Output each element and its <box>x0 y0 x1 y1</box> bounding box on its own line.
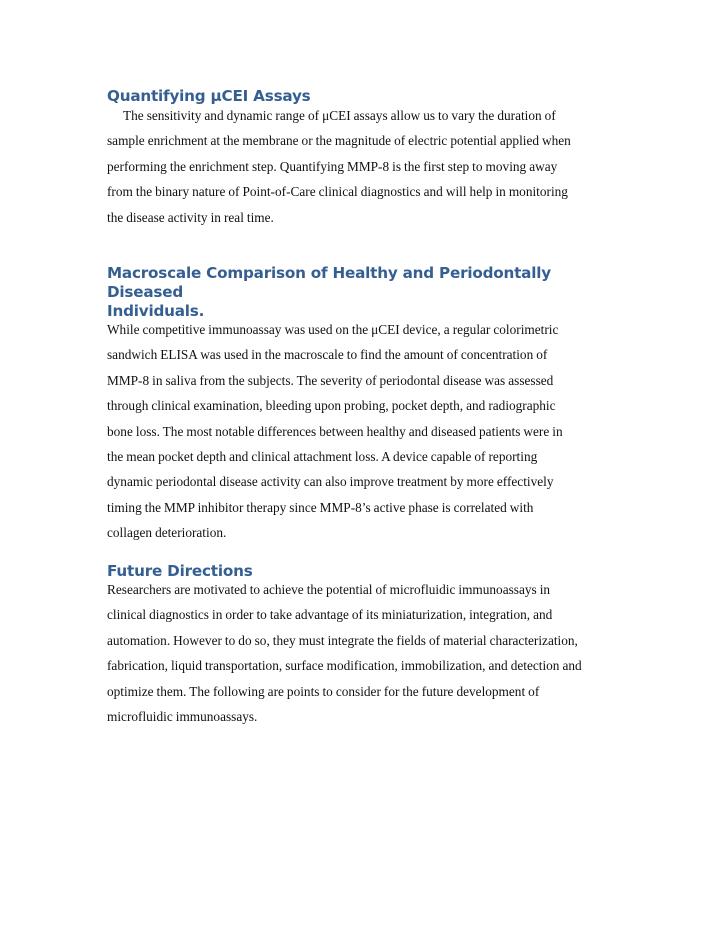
paragraph-line: timing the MMP inhibitor therapy since MMP-8’s active phase is correlated with <box>107 499 534 515</box>
paragraph-line: microfluidic immunoassays. <box>107 709 258 725</box>
section-paragraph <box>107 103 627 230</box>
section-paragraph <box>107 317 627 546</box>
paragraph-line: sandwich ELISA was used in the macroscale to find the amount of concentration of <box>107 347 548 363</box>
paragraph-line: MMP-8 in saliva from the subjects. The severity of periodontal disease was assessed <box>107 372 554 388</box>
paragraph-line: While competitive immunoassay was used on the μCEI device, a regular colorimetric <box>107 322 559 337</box>
paragraph-line: fabrication, liquid transportation, surface modification, immobilization, and detection and <box>107 658 582 674</box>
paragraph-line: The sensitivity and dynamic range of μCEI assays allow us to vary the duration of <box>123 108 556 123</box>
section-macroscale-comparison <box>107 264 627 546</box>
paragraph-line: from the binary nature of Point-of-Care clinical diagnostics and will help in monitoring <box>107 184 568 200</box>
section-future-directions <box>107 562 627 729</box>
paragraph-line: clinical diagnostics in order to take advantage of its miniaturization, integration, and <box>107 607 553 623</box>
paragraph-line: automation. However to do so, they must integrate the fields of material characterization, <box>107 632 578 648</box>
paragraph-line: through clinical examination, bleeding upon probing, pocket depth, and radiographic <box>107 398 556 414</box>
paragraph-line: dynamic periodontal disease activity can also improve treatment by more effectively <box>107 474 554 490</box>
section-quantifying-assays <box>107 87 627 230</box>
paragraph-line: sample enrichment at the membrane or the magnitude of electric potential applied when <box>107 133 571 149</box>
paragraph-line: the mean pocket depth and clinical attachment loss. A device capable of reporting <box>107 449 538 465</box>
paragraph-line: performing the enrichment step. Quantifying MMP-8 is the first step to moving away <box>107 158 558 174</box>
section-heading <box>107 264 627 321</box>
paragraph-line: optimize them. The following are points to consider for the future development of <box>107 683 540 699</box>
section-heading: Future Directions <box>107 562 253 580</box>
paragraph-line: the disease activity in real time. <box>107 209 274 225</box>
heading-line: Individuals. <box>107 302 205 320</box>
paragraph-line: Researchers are motivated to achieve the potential of microfluidic immunoassays in <box>107 582 551 597</box>
paragraph-line: bone loss. The most notable differences between healthy and diseased patients were in <box>107 423 563 439</box>
section-paragraph <box>107 577 627 729</box>
paragraph-line: collagen deterioration. <box>107 525 227 541</box>
heading-line: Macroscale Comparison of Healthy and Periodontally Diseased <box>107 264 551 301</box>
section-heading: Quantifying μCEI Assays <box>107 87 311 105</box>
